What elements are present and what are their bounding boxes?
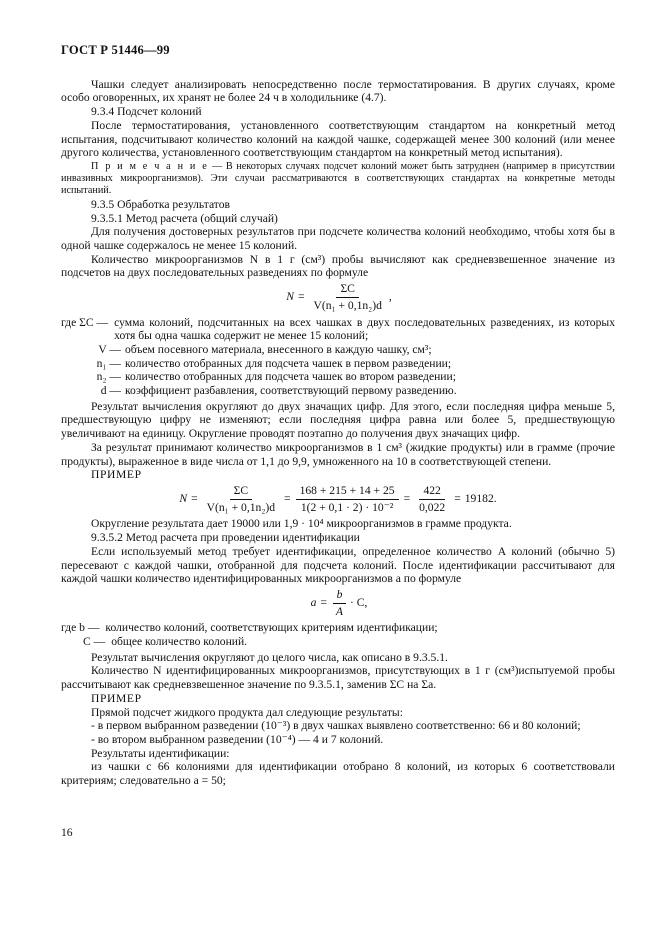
paragraph-formula-intro: Количество микроорганизмов N в 1 г (см³) пробы вычисляют как средневзвешенное значение из подсчетов на двух последовательных разведениях по формуле — [61, 252, 615, 280]
paragraph-rounding-example: Округление результата дает 19000 или 1,9 · 10⁴ микроорганизмов в грамме продукта. — [91, 517, 512, 531]
section-heading-9-3-5: 9.3.5 Обработка результатов — [91, 197, 230, 211]
paragraph-rounding: Результат вычисления округляют до двух значащих цифр. Для этого, если последняя цифра меньше 5, предшествующую цифру не изменяют; если последняя цифра равна или более 5, предшествующую увеличивают на единицу. Округление проводят поэтапно до получения двух значащих цифр. — [61, 399, 615, 441]
formula-equals: = — [320, 596, 327, 610]
paragraph-first-dilution: - в первом выбранном разведении (10⁻³) в двух чашках выявлено соответственно: 66 и 80 колоний; — [91, 719, 581, 733]
example-label: ПРИМЕР — [91, 691, 142, 705]
formula-fraction — [415, 484, 449, 514]
paragraph-colony-count: После термостатирования, установленного соответствующим стандартом на конкретный метод испытания, подсчитывают количество колоний на каждой чашке, содержащей менее 300 колоний (или менее другого количества, установленного соответствующим стандартом на конкретный метод испытания). — [61, 118, 615, 160]
formula-equals: = — [403, 492, 411, 506]
definition-row — [61, 343, 615, 357]
formula-denominator: V(n₁ + 0,1n₂)d — [206, 500, 276, 514]
section-heading-9-3-4: 9.3.4 Подсчет колоний — [91, 105, 202, 119]
paragraph-round-integer: Результат вычисления округляют до целого числа, как описано в 9.3.5.1. — [91, 650, 448, 664]
document-header: ГОСТ Р 51446—99 — [61, 43, 170, 57]
definition-row — [61, 370, 615, 384]
paragraph-identified-count: Количество N идентифицированных микроорганизмов, присутствующих в 1 г (см³)испытуемой пробы рассчитывают как средневзвешенное значение по 9.3.5.1, заменив ΣC на Σa. — [61, 664, 615, 692]
definition-symbol: d — — [100, 384, 121, 398]
definition-text: коэффициент разбавления, соответствующий первому разведению. — [125, 384, 457, 398]
formula-numerator: ΣC — [336, 282, 358, 298]
definition-row — [61, 357, 615, 371]
paragraph-second-dilution: - во втором выбранном разведении (10⁻⁴) — 4 и 7 колоний. — [91, 732, 384, 746]
formula-denominator: A — [335, 604, 344, 618]
definition-row — [61, 621, 615, 635]
paragraph-identification: Если используемый метод требует идентификации, определенное количество A колоний (обычно 5) пересевают с каждой чашки, отобранной для подсчета колоний. После идентификации рассчитывают для каждой чашки количество идентифицированных микроорганизмов a по формуле — [61, 544, 615, 586]
formula-weighted-mean — [61, 282, 615, 312]
section-heading-9-3-5-1: 9.3.5.1 Метод расчета (общий случай) — [91, 211, 278, 225]
formula-identified — [61, 588, 615, 618]
definition-symbol: где b — — [61, 621, 100, 635]
paragraph-identification-results: Результаты идентификации: — [91, 746, 230, 760]
formula-numerator: b — [333, 588, 347, 604]
definition-text: количество отобранных для подсчета чашек во втором разведении; — [125, 370, 456, 384]
definition-text: сумма колоний, подсчитанных на всех чашках в двух последовательных разведениях, из которых хотя бы одна чашка содержит не менее 15 колоний; — [114, 315, 615, 343]
formula-numerator: 168 + 215 + 14 + 25 — [296, 484, 399, 500]
example-label: ПРИМЕР — [91, 468, 142, 482]
definition-row — [61, 384, 615, 398]
definitions-list-2 — [61, 621, 615, 648]
formula-lhs: N — [179, 492, 188, 506]
paragraph-result-format: За результат принимают количество микроорганизмов в 1 см³ (жидкие продукты) или в грамме (прочие продукты), выраженное в виде числа от 1,1 до 9,9, умноженного на 10 в соответствующей степени. — [61, 440, 615, 468]
formula-equals: = — [284, 492, 291, 506]
note — [61, 161, 615, 197]
paragraph-storage: Чашки следует анализировать непосредственно после термостатирования. В других случаях, кроме особо оговоренных, их хранят не более 24 ч в холодильнике (4.7). — [61, 77, 615, 105]
formula-equals: = — [297, 290, 305, 304]
definition-text: количество отобранных для подсчета чашек в первом разведении; — [125, 356, 452, 370]
formula-equals: = — [191, 492, 198, 506]
formula-fraction — [296, 484, 399, 514]
definition-symbol: C — — [83, 635, 106, 649]
formula-equals: = — [454, 492, 461, 506]
definition-text: количество колоний, соответствующих критериям идентификации; — [105, 621, 438, 635]
formula-tail: , — [388, 290, 392, 304]
formula-denominator: 1(2 + 0,1 · 2) · 10⁻² — [300, 500, 394, 514]
paragraph-dish-66: из чашки с 66 колониями для идентификации отобрано 8 колоний, из которых 6 соответствовали критериям; следовательно a = 50; — [61, 760, 615, 788]
formula-denominator: V(n₁ + 0,1n₂)d — [313, 298, 382, 312]
formula-lhs: N — [286, 290, 294, 304]
definition-symbol: где ΣC — — [61, 315, 109, 329]
formula-denominator: 0,022 — [419, 500, 446, 514]
formula-lhs: a — [310, 596, 317, 610]
page-number: 16 — [61, 826, 73, 839]
definition-symbol: n₂ — — [96, 370, 121, 384]
formula-example-calculation — [61, 484, 615, 514]
definition-text: объем посевного материала, внесенного в каждую чашку, см³; — [125, 342, 432, 356]
formula-numerator: ΣC — [230, 484, 252, 500]
definition-symbol: V — — [98, 342, 121, 356]
formula-numerator: 422 — [419, 484, 444, 500]
formula-fraction — [203, 484, 279, 514]
note-text: — В некоторых случаях подсчет колоний может быть затруднен (например в присутствии инвазивных микроорганизмов). Эти случаи рассматриваются в соответствующих стандартах на конкретные методы испытаний. — [61, 160, 616, 196]
note-label: П р и м е ч а н и е — [91, 160, 209, 172]
definition-row — [61, 316, 615, 343]
section-heading-9-3-5-2: 9.3.5.2 Метод расчета при проведении идентификации — [91, 531, 360, 545]
definition-text: общее количество колоний. — [111, 635, 248, 649]
paragraph-direct-count: Прямой подсчет жидкого продукта дал следующие результаты: — [91, 705, 403, 719]
definition-symbol: n₁ — — [96, 356, 121, 370]
formula-tail: · C, — [350, 596, 368, 610]
definition-row — [61, 635, 615, 649]
paragraph-reliability: Для получения достоверных результатов при подсчете количества колоний необходимо, чтобы хотя бы в одной чашке содержалось не менее 15 колоний. — [61, 225, 615, 253]
definitions-list — [61, 316, 615, 398]
formula-fraction — [332, 588, 347, 618]
formula-result: 19182. — [464, 492, 497, 506]
formula-fraction — [309, 282, 385, 312]
